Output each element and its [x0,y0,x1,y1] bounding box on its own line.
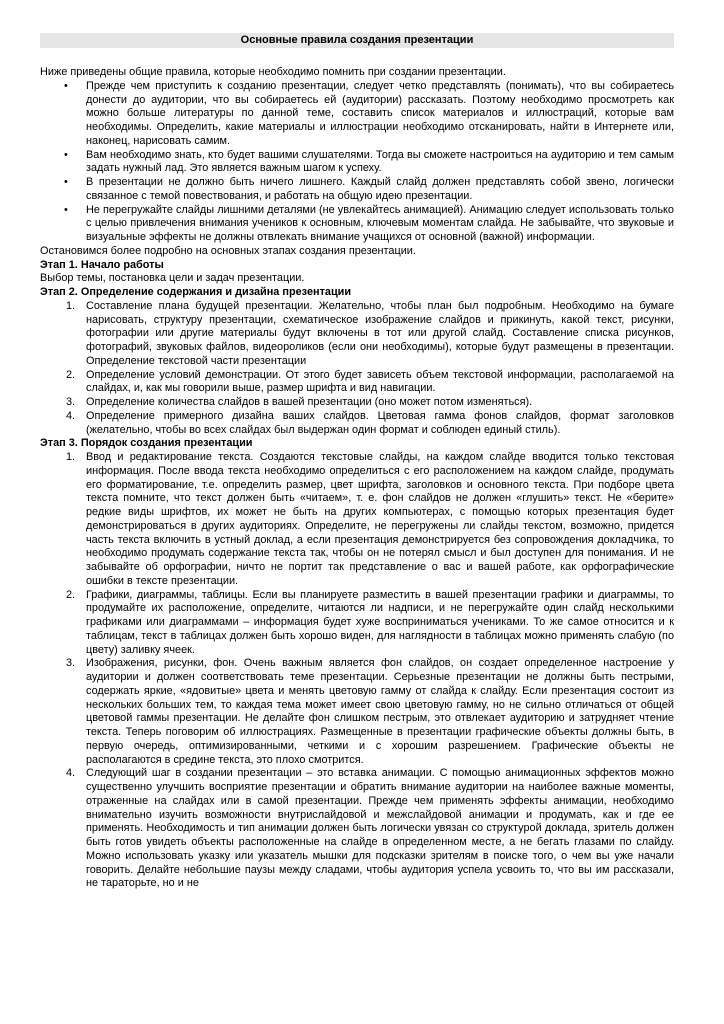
list-item: 4. Определение примерного дизайна ваших слайдов. Цветовая гамма фонов слайдов, формат заголовков (желательно, чтобы во всех слайдах был выдержан один формат и соблюден единый стиль). [66,409,674,436]
list-item: • Вам необходимо знать, кто будет вашими слушателями. Тогда вы сможете настроиться на аудиторию и тем самым задать нужный лад. Это является важным шагом к успеху. [64,148,674,175]
document-page [40,33,674,891]
list-item: 3. Изображения, рисунки, фон. Очень важным является фон слайдов, он создает определенное настроение у аудитории и должен соответствовать теме презентации. Серьезные презентации не должны быть пестрыми, содержать яркие, «ядовитые» цвета и менять цветовую гамму от слайда к слайду. Если презентация состоит из нескольких больших тем, то каждая тема может имеет свою цветовую гамму, но не сильно отличаться от общей цветовой гаммы презентации. Не делайте фон слишком пестрым, это отвлекает аудиторию и затрудняет чтение текста. Теперь поговорим об иллюстрациях. Размещенные в презентации графические объекты должны быть, в первую очередь, оптимизированными, четкими и с хорошим разрешением. Графические объекты не располагаются в средине текста, это плохо смотрится. [66,657,674,766]
bullet-icon: • [64,176,68,188]
stages-intro: Остановимся более подробно на основных этапах создания презентации. [40,244,416,257]
list-item: 4. Следующий шаг в создании презентации – это вставка анимации. С помощью анимационных эффектов можно существенно улучшить восприятие презентации и обратить внимание аудитории на наиболее важные моменты, отраженные на слайдах или в самой презентации. Прежде чем применять эффекты анимации, необходимо внимательно изучить возможности внутрислайдовой и межслайдовой анимации и продумать, как и где ее применять. Необходимость и тип анимации должен быть логически увязан со структурой доклада, зритель должен быть готов увидеть объекты расположенные на слайде в определенном месте, а не бегать глазами по слайду. Можно использовать указку или указатель мышки для подсказки зрителям в поиске того, о чем вы уже начали говорить. Делайте небольшие паузы между сладами, чтобы аудитория успела усвоить то, что вы им рассказали, не тараторьте, но и не [66,767,674,890]
bullet-icon: • [64,79,68,92]
list-item: 3. Определение количества слайдов в вашей презентации (оно может потом изменяться). [66,396,533,408]
stage2-list [40,300,674,438]
list-item: 2. Определение условий демонстрации. От этого будет зависеть объем текстовой информации, располагаемой на слайдах, и, как мы говорили выше, размер шрифта и вид навигации. [66,368,674,395]
intro-paragraph: Ниже приведены общие правила, которые необходимо помнить при создании презентации. [40,66,506,78]
stage3-list [40,451,674,891]
bullet-icon: • [64,203,68,216]
stage1-text: Выбор темы, постановка цели и задач презентации. [40,272,305,285]
stage3-heading: Этап 3. Порядок создания презентации [40,437,253,450]
list-item: • Прежде чем приступить к созданию презентации, следует четко представлять (понимать), что вы собираетесь донести до аудитории, что вы собираетесь ей (аудитории) рассказать. Поэтому необходимо просмотреть как можно больше литературы по данной теме, составить список материалов и иллюстраций, которые вам необходимы. Определить, какие материалы и иллюстрации необходимо отсканировать, найти в Интернете или, наконец, нарисовать самим. [64,79,674,147]
stage1-heading: Этап 1. Начало работы [40,258,164,271]
list-item: 1. Ввод и редактирование текста. Создаются текстовые слайды, на каждом слайде вводится только текстовая информация. После ввода текста необходимо определиться с его расположением на каждом слайде, продумать его форматирование, т.е. определить размер, цвет шрифта, заголовков и основного текста. При подборе цвета текста помните, что текст должен быть «читаем», т. е. фон слайдов не должен «глушить» текст. Не «берите» редкие виды шрифтов, их может не быть на других компьютерах, с помощью которых презентация будет демонстрироваться в других аудиториях. Определите, не перегружены ли слайды текстом, возможно, придется часть текста включить в устный доклад, а если презентация демонстрируется без сопровождения докладчика, то необходимо продумать содержание текста так, чтобы он не потерял смысл и был доступен для понимания. И не забывайте об орфографии, ничто не портит так представление о вас и вашей работе, как орфографические ошибки в тексте презентации. [66,451,674,587]
list-item: 2. Графики, диаграммы, таблицы. Если вы планируете разместить в вашей презентации графики и диаграммы, то продумайте их расположение, определите, читаются ли надписи, и не перегружайте один слайд несколькими графиками или диаграммами – информация будет хуже восприниматься учениками. То же самое относится и к таблицам, текст в таблицах должен быть хорошо виден, для наглядности в таблицах можно применять слабую (по цвету) заливку ячеек. [66,588,674,656]
document-title: Основные правила создания презентации [40,33,674,48]
stage2-heading: Этап 2. Определение содержания и дизайна презентации [40,286,352,298]
list-item: 1. Составление плана будущей презентации. Желательно, чтобы план был подробным. Необходимо на бумаге нарисовать, структуру презентации, схематическое изображение слайдов и прикинуть, какой текст, рисунки, фотографии или другие материалы будут включены в тот или другой слайд. Составление списка рисунков, фотографий, звуковых файлов, видеороликов (если они необходимы), которые будут размещены в презентации. Определение текстовой части презентации [66,299,674,367]
list-item: • Не перегружайте слайды лишними деталями (не увлекайтесь анимацией). Анимацию следует использовать только с целью привлечения внимания учеников к основным, ключевым моментам слайда. Не забывайте, что звуковые и визуальные эффекты не должны отвлекать внимание учащихся от основной (важной) информации. [64,203,674,243]
general-rules-list [40,80,674,245]
bullet-icon: • [64,148,68,161]
list-item: • В презентации не должно быть ничего лишнего. Каждый слайд должен представлять собой звено, логически связанное с темой повествования, и работать на общую идею презентации. [64,176,674,202]
